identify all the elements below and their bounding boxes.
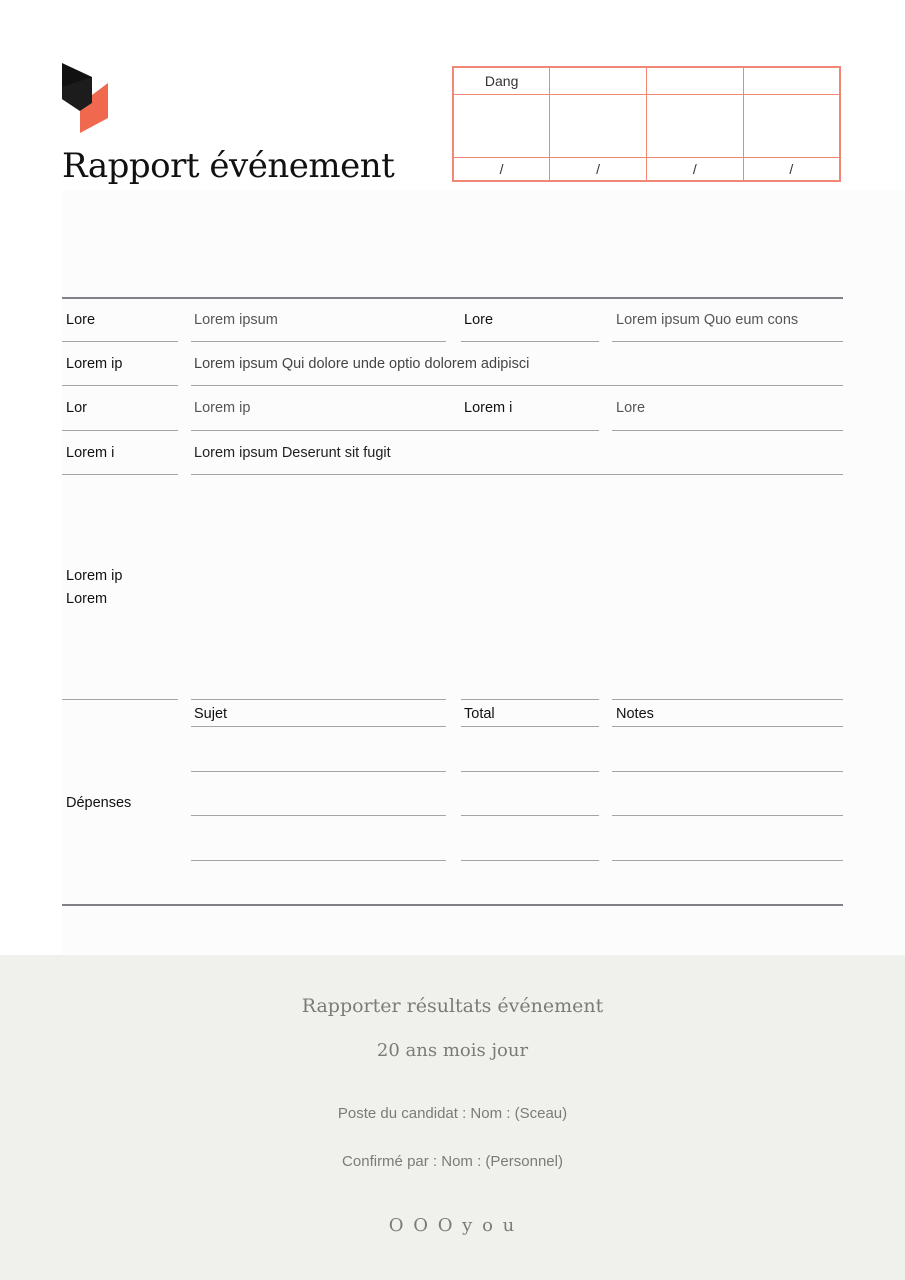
row2-label: Lorem ip bbox=[66, 356, 123, 372]
divider bbox=[62, 341, 178, 342]
footer-confirmed-line[interactable]: Confirmé par : Nom : (Personnel) bbox=[342, 1153, 563, 1170]
approval-date-cell[interactable]: / bbox=[550, 157, 647, 181]
divider bbox=[191, 430, 599, 431]
row3-label: Lor bbox=[66, 400, 87, 416]
row1-label-2: Lore bbox=[464, 312, 494, 328]
approval-stamp-cell[interactable] bbox=[647, 94, 744, 157]
row1-label: Lore bbox=[66, 312, 96, 328]
divider bbox=[461, 341, 599, 342]
form-top-border bbox=[62, 297, 843, 299]
expense-row-line[interactable] bbox=[461, 860, 599, 861]
footer-date[interactable]: 20 ans mois jour bbox=[376, 1040, 529, 1061]
approval-stamp-cell[interactable] bbox=[550, 94, 647, 157]
expense-row-line[interactable] bbox=[612, 771, 843, 772]
expense-row-line[interactable] bbox=[612, 815, 843, 816]
divider bbox=[191, 385, 843, 386]
row4-value-field[interactable]: Lorem ipsum Deserunt sit fugit bbox=[194, 445, 391, 461]
expenses-label: Dépenses bbox=[66, 795, 132, 811]
expense-row-line[interactable] bbox=[461, 771, 599, 772]
expense-row-line[interactable] bbox=[191, 771, 446, 772]
footer-title: Rapporter résultats événement bbox=[301, 995, 604, 1017]
divider bbox=[62, 474, 178, 475]
approval-stamp-cell[interactable] bbox=[743, 94, 840, 157]
content-label-line2: Lorem bbox=[66, 591, 108, 607]
row4-label: Lorem i bbox=[66, 445, 115, 461]
approval-date-cell[interactable]: / bbox=[647, 157, 744, 181]
divider bbox=[191, 699, 446, 700]
approval-stamp-cell[interactable] bbox=[453, 94, 550, 157]
company-logo bbox=[62, 63, 110, 133]
approval-header-cell bbox=[550, 67, 647, 94]
approval-header-cell bbox=[743, 67, 840, 94]
row3-value-field-2[interactable]: Lore bbox=[616, 400, 646, 416]
approval-box bbox=[452, 66, 841, 182]
form-bottom-border bbox=[62, 904, 843, 906]
expenses-column-notes: Notes bbox=[616, 706, 654, 722]
divider bbox=[191, 726, 446, 727]
row1-value-field[interactable]: Lorem ipsum bbox=[194, 312, 278, 328]
row3-value-field[interactable]: Lorem ip bbox=[194, 400, 251, 416]
divider bbox=[612, 430, 843, 431]
divider bbox=[461, 726, 599, 727]
approval-header-cell: Dang bbox=[453, 67, 550, 94]
footer-organization: O O O y o u bbox=[388, 1215, 517, 1236]
footer-candidate-line[interactable]: Poste du candidat : Nom : (Sceau) bbox=[337, 1105, 568, 1122]
expense-row-line[interactable] bbox=[191, 815, 446, 816]
expense-row-line[interactable] bbox=[191, 860, 446, 861]
approval-header-cell bbox=[647, 67, 744, 94]
expense-row-line[interactable] bbox=[612, 860, 843, 861]
footer-section bbox=[0, 955, 905, 1280]
divider bbox=[612, 726, 843, 727]
page-title: Rapport événement bbox=[62, 146, 395, 186]
row1-value-field-2[interactable]: Lorem ipsum Quo eum cons bbox=[616, 312, 799, 328]
approval-date-cell[interactable]: / bbox=[453, 157, 550, 181]
content-label-line1: Lorem ip bbox=[66, 568, 123, 584]
divider bbox=[612, 341, 843, 342]
divider bbox=[62, 385, 178, 386]
row2-value-field[interactable]: Lorem ipsum Qui dolore unde optio dolorem adipisci bbox=[194, 356, 530, 372]
divider bbox=[62, 430, 178, 431]
expenses-column-total: Total bbox=[464, 706, 495, 722]
divider bbox=[612, 699, 843, 700]
divider bbox=[461, 699, 599, 700]
expense-row-line[interactable] bbox=[461, 815, 599, 816]
approval-date-cell[interactable]: / bbox=[743, 157, 840, 181]
content-textarea[interactable] bbox=[191, 476, 843, 698]
divider bbox=[191, 474, 843, 475]
divider bbox=[191, 341, 446, 342]
divider bbox=[62, 699, 178, 700]
expenses-column-subject: Sujet bbox=[194, 706, 228, 722]
row3-label-2: Lorem i bbox=[464, 400, 513, 416]
